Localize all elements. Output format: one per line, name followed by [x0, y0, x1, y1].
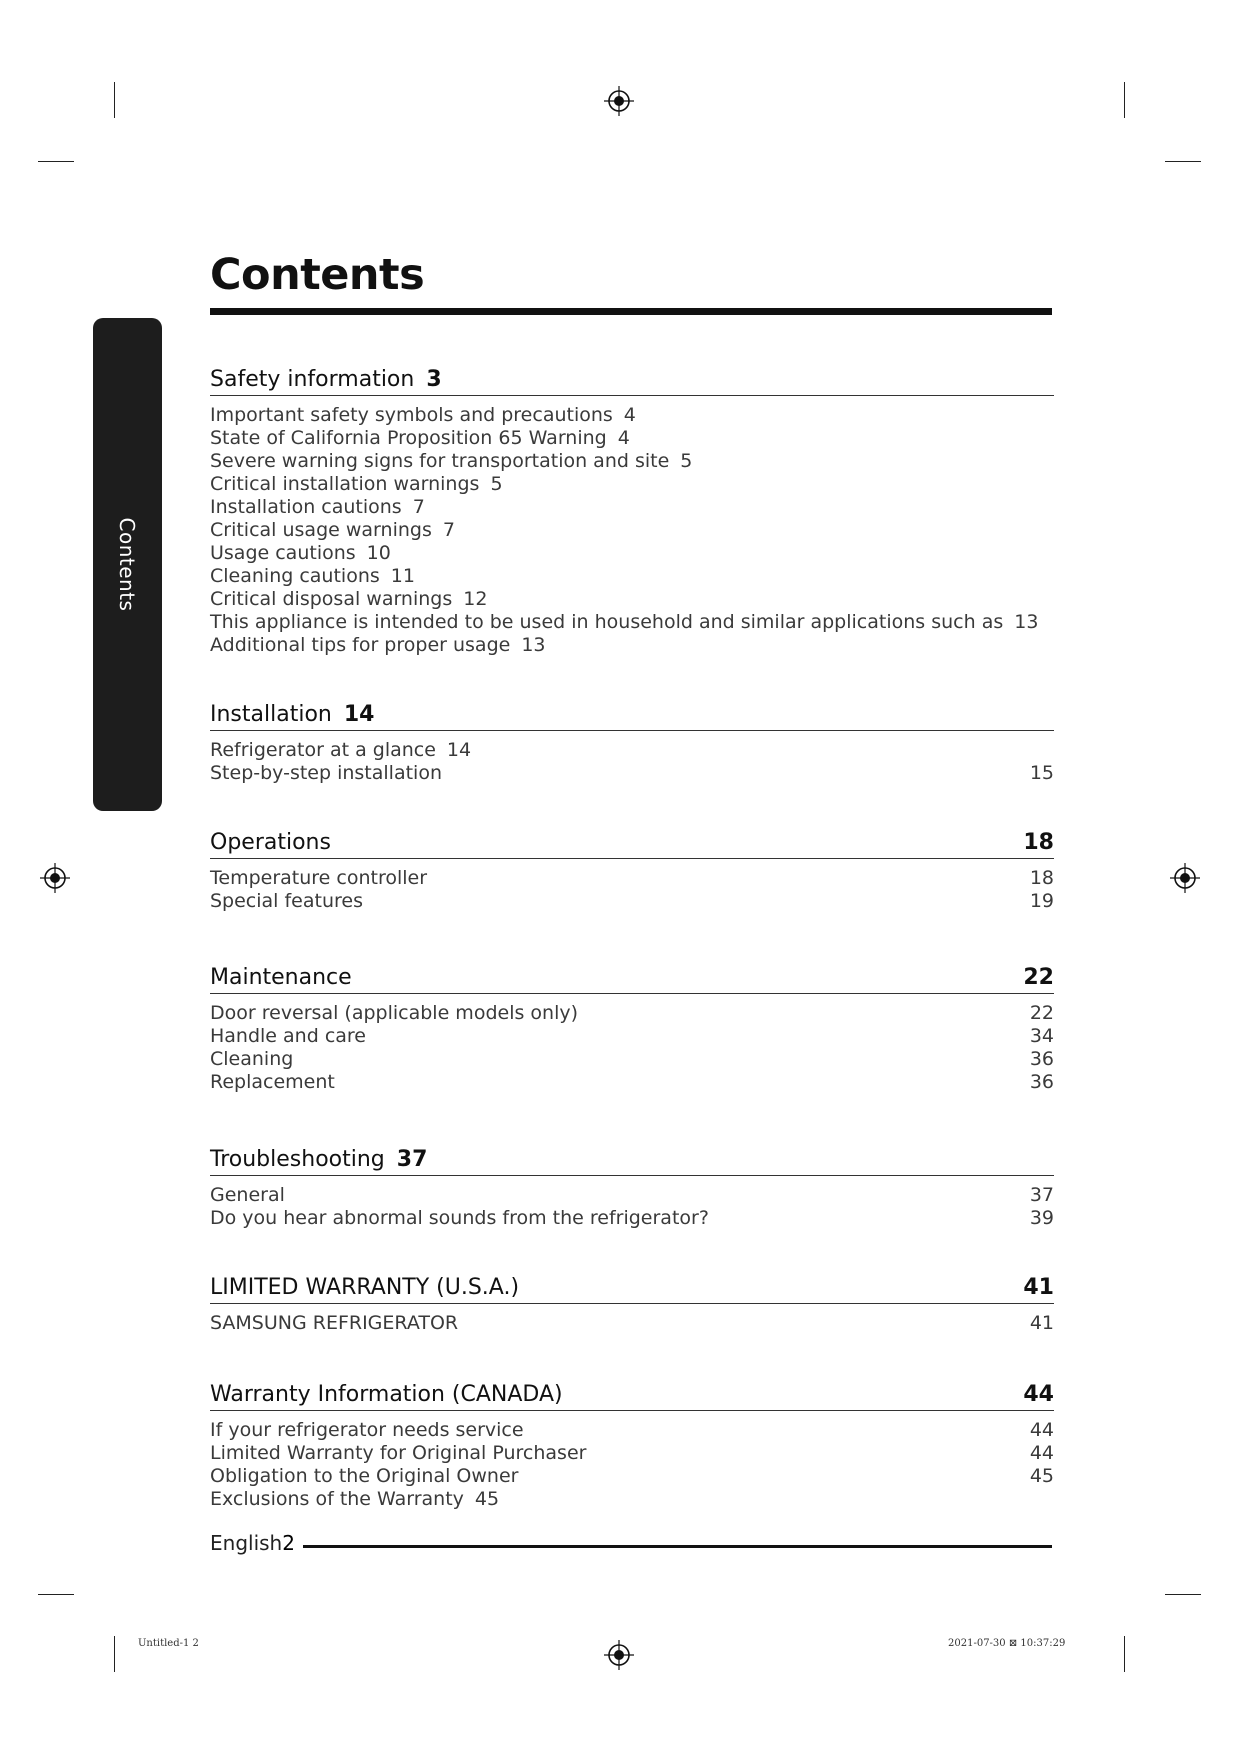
toc-item-label: Temperature controller [210, 867, 428, 889]
toc-item-label-group [210, 1442, 586, 1465]
toc-item-page: 7 [442, 519, 455, 541]
toc-section-page: 22 [1023, 965, 1054, 990]
toc-item[interactable] [210, 611, 1054, 634]
toc-item-label-group [210, 1207, 709, 1230]
toc-item-page: 22 [1029, 1002, 1054, 1024]
toc-item-label-group [210, 762, 442, 785]
toc-item-page: 5 [490, 473, 503, 495]
toc-section-page: 37 [396, 1147, 428, 1172]
registration-mark-icon [40, 863, 70, 893]
toc-item-label: Obligation to the Original Owner [210, 1465, 519, 1487]
toc-section-title-group [210, 1382, 563, 1407]
toc-section-title-group [210, 367, 442, 392]
toc-item-label-group [210, 473, 503, 496]
toc-item-list [210, 731, 1054, 785]
toc-section-heading[interactable] [210, 1270, 1054, 1304]
toc-section-title: Warranty Information (CANADA) [210, 1382, 563, 1407]
toc-item-label-group [210, 1488, 499, 1511]
toc-item-page: 4 [617, 427, 630, 449]
toc-section-heading[interactable] [210, 825, 1054, 859]
toc-item-page: 18 [1029, 867, 1054, 889]
toc-section [210, 1142, 1054, 1230]
toc-item-label: This appliance is intended to be used in household and similar applications such as [210, 611, 1004, 633]
toc-item-page: 10 [366, 542, 391, 564]
toc-item-label-group [210, 739, 471, 762]
toc-item-label: State of California Proposition 65 Warning [210, 427, 607, 449]
registration-mark-icon [604, 86, 634, 116]
toc-item-label-group [210, 450, 692, 473]
toc-section-heading[interactable] [210, 1377, 1054, 1411]
toc-item-list [210, 1411, 1054, 1511]
print-slug-file: Untitled-1 2 [138, 1638, 199, 1649]
toc-item-label: Refrigerator at a glance [210, 739, 436, 761]
title-rule [210, 308, 1052, 315]
crop-mark [114, 82, 115, 118]
toc-item-label: Do you hear abnormal sounds from the refrigerator? [210, 1207, 709, 1229]
toc-item[interactable] [210, 762, 1054, 785]
toc-section-page: 44 [1023, 1382, 1054, 1407]
toc-section [210, 362, 1054, 657]
toc-item-label: Limited Warranty for Original Purchaser [210, 1442, 587, 1464]
toc-item-label-group [210, 867, 427, 890]
side-tab [93, 318, 162, 811]
toc-item-label-group [210, 404, 636, 427]
toc-item-list [210, 1176, 1054, 1230]
toc-item-list [210, 1304, 1054, 1335]
toc-item-label-group [210, 1184, 285, 1207]
toc-item-label-group [210, 1465, 518, 1488]
toc-item-list [210, 859, 1054, 913]
footer-language-label: English [210, 1531, 283, 1555]
toc-item-label: General [210, 1184, 285, 1206]
toc-section [210, 1377, 1054, 1511]
toc-section-title: Installation [210, 702, 332, 727]
toc-item-label: Exclusions of the Warranty [210, 1488, 464, 1510]
toc-item[interactable] [210, 890, 1054, 913]
toc-item-page: 39 [1029, 1207, 1054, 1229]
toc-item-label: Critical installation warnings [210, 473, 480, 495]
toc-item-page: 5 [680, 450, 693, 472]
crop-mark [1165, 161, 1201, 162]
toc-item[interactable] [210, 1465, 1054, 1488]
toc-item[interactable] [210, 519, 1054, 542]
toc-item[interactable] [210, 565, 1054, 588]
toc-item[interactable] [210, 1071, 1054, 1094]
side-tab-label: Contents [115, 517, 140, 612]
toc-item-label: Critical disposal warnings [210, 588, 453, 610]
toc-item-label: Special features [210, 890, 363, 912]
crop-mark [38, 161, 74, 162]
toc-item-page: 15 [1029, 762, 1054, 784]
toc-item-label-group [210, 565, 415, 588]
toc-item-label: Door reversal (applicable models only) [210, 1002, 579, 1024]
footer-page-number: 2 [282, 1531, 295, 1555]
toc-item-list [210, 994, 1054, 1094]
toc-section-page: 14 [343, 702, 375, 727]
toc-item-page: 36 [1029, 1048, 1054, 1070]
toc-section-heading[interactable] [210, 960, 1054, 994]
footer-rule [303, 1545, 1052, 1548]
toc-item-label: Replacement [210, 1071, 335, 1093]
toc-section-heading[interactable] [210, 1142, 1054, 1176]
toc-section-heading[interactable] [210, 362, 1054, 396]
toc-item[interactable] [210, 427, 1054, 450]
toc-item-label: Cleaning cautions [210, 565, 380, 587]
toc-item-label: Additional tips for proper usage [210, 634, 511, 656]
toc-item-label-group [210, 588, 487, 611]
toc-item-page: 14 [446, 739, 472, 761]
toc-item-page: 37 [1029, 1184, 1054, 1206]
page-title: Contents [210, 250, 425, 300]
toc-section-title: Troubleshooting [210, 1147, 385, 1172]
toc-item-page: 12 [463, 588, 488, 610]
toc-item[interactable] [210, 1207, 1054, 1230]
toc-item-page: 36 [1029, 1071, 1054, 1093]
toc-item-label-group [210, 542, 391, 565]
toc-item-label-group [210, 890, 363, 913]
toc-section [210, 1270, 1054, 1335]
toc-section-page: 41 [1023, 1275, 1054, 1300]
toc-item-page: 41 [1029, 1312, 1054, 1334]
toc-item-label: Critical usage warnings [210, 519, 432, 541]
toc-item[interactable] [210, 1312, 1054, 1335]
toc-section-title-group [210, 1275, 519, 1300]
table-of-contents [210, 362, 1054, 1511]
toc-section-title: Safety information [210, 367, 415, 392]
toc-item[interactable] [210, 588, 1054, 611]
toc-item-label: Handle and care [210, 1025, 366, 1047]
toc-item[interactable] [210, 404, 1054, 427]
toc-item-label: Important safety symbols and precautions [210, 404, 613, 426]
toc-section-title: Maintenance [210, 965, 352, 990]
crop-mark [1124, 1636, 1125, 1672]
toc-item[interactable] [210, 1419, 1054, 1442]
toc-item[interactable] [210, 1048, 1054, 1071]
toc-section-heading[interactable] [210, 697, 1054, 731]
toc-item[interactable] [210, 1442, 1054, 1465]
toc-item-label-group [210, 1419, 524, 1442]
toc-item-label-group [210, 1048, 293, 1071]
toc-section-page: 18 [1023, 830, 1054, 855]
toc-item-label-group [210, 496, 425, 519]
toc-item-page: 7 [412, 496, 425, 518]
toc-section-title-group [210, 965, 352, 990]
toc-item-page: 19 [1029, 890, 1054, 912]
toc-item-label-group [210, 1002, 578, 1025]
toc-item[interactable] [210, 634, 1054, 657]
crop-mark [1124, 82, 1125, 118]
toc-item-label-group [210, 634, 546, 657]
toc-item[interactable] [210, 739, 1054, 762]
toc-item-label: Installation cautions [210, 496, 402, 518]
toc-item[interactable] [210, 1488, 1054, 1511]
toc-section-title: LIMITED WARRANTY (U.S.A.) [210, 1275, 520, 1300]
footer-language [210, 1531, 295, 1555]
toc-item-label-group [210, 519, 455, 542]
toc-item-page: 13 [1014, 611, 1039, 633]
toc-item[interactable] [210, 450, 1054, 473]
crop-mark [1165, 1594, 1201, 1595]
toc-item-label: Severe warning signs for transportation and site [210, 450, 670, 472]
toc-item-label-group [210, 611, 1038, 634]
toc-section-title-group [210, 830, 331, 855]
toc-item[interactable] [210, 496, 1054, 519]
toc-item-label-group [210, 427, 630, 450]
toc-item[interactable] [210, 1002, 1054, 1025]
toc-item-label: SAMSUNG REFRIGERATOR [210, 1312, 459, 1334]
toc-item[interactable] [210, 1025, 1054, 1048]
toc-item-label: Cleaning [210, 1048, 294, 1070]
toc-item-page: 44 [1029, 1442, 1054, 1464]
print-slug-date: 2021-07-30 ⊠ 10:37:29 [948, 1638, 1066, 1649]
toc-item[interactable] [210, 1184, 1054, 1207]
registration-mark-icon [1170, 863, 1200, 893]
toc-item-page: 44 [1029, 1419, 1054, 1441]
crop-mark [38, 1594, 74, 1595]
toc-item-label-group [210, 1071, 335, 1094]
toc-item-page: 45 [1029, 1465, 1054, 1487]
toc-section-title-group [210, 702, 374, 727]
toc-item-label: If your refrigerator needs service [210, 1419, 524, 1441]
toc-item-list [210, 396, 1054, 657]
toc-section [210, 697, 1054, 785]
toc-item-page: 34 [1029, 1025, 1054, 1047]
toc-section-page: 3 [426, 367, 442, 392]
toc-section [210, 960, 1054, 1094]
toc-item[interactable] [210, 867, 1054, 890]
toc-item[interactable] [210, 473, 1054, 496]
toc-item-label-group [210, 1312, 458, 1335]
toc-item-page: 13 [521, 634, 546, 656]
crop-mark [114, 1636, 115, 1672]
toc-item-label: Step-by-step installation [210, 762, 442, 784]
toc-section-title: Operations [210, 830, 331, 855]
toc-item-label-group [210, 1025, 366, 1048]
toc-item-page: 45 [474, 1488, 500, 1510]
toc-section-title-group [210, 1147, 427, 1172]
page-footer [210, 1531, 1052, 1559]
toc-section [210, 825, 1054, 913]
registration-mark-icon [604, 1640, 634, 1670]
toc-item[interactable] [210, 542, 1054, 565]
toc-item-page: 4 [623, 404, 636, 426]
toc-item-page: 11 [390, 565, 415, 587]
toc-item-label: Usage cautions [210, 542, 356, 564]
